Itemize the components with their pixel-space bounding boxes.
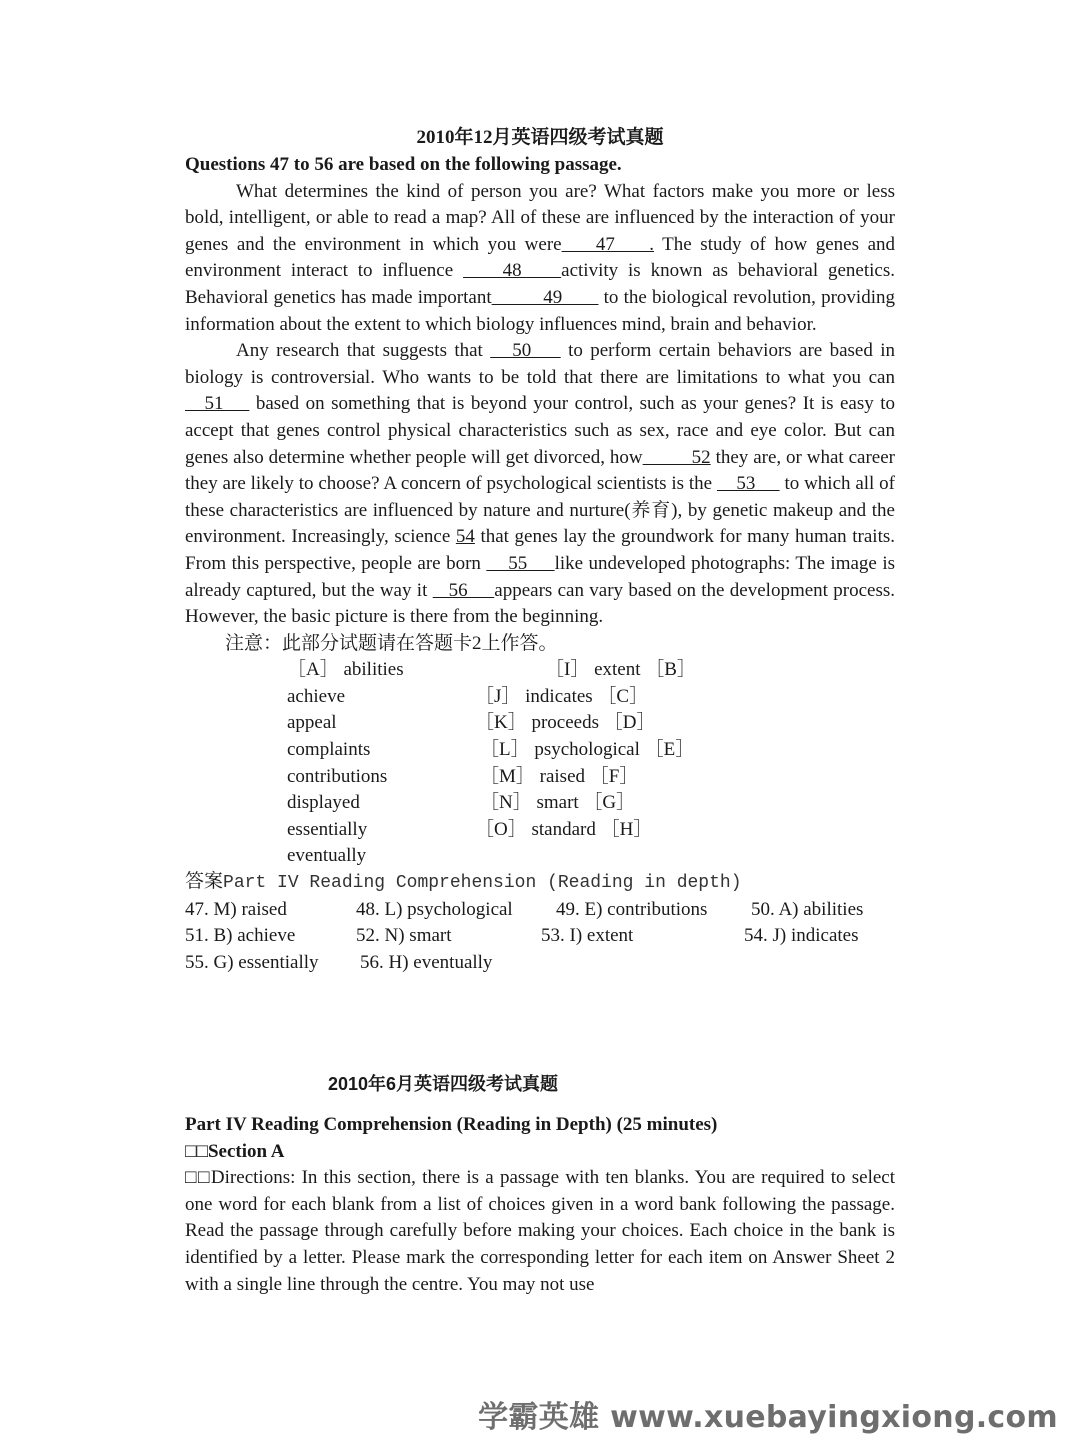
word-bank-item: complaints xyxy=(287,739,371,761)
answer-label: 答案 xyxy=(185,871,224,893)
word-bank-item: ［N］ smart ［G］ xyxy=(480,792,636,814)
word-bank-item: appeal xyxy=(287,712,337,734)
passage-text: What determines the kind of person you are? What factors make you more or less bold, intelligent, or able to read a map? All of these are influenced by the interaction of your genes and the environment in which you were xyxy=(185,180,895,255)
passage-text: they are, or what career they are likely to choose? A concern of psychological scientists is the xyxy=(185,446,895,495)
blank-51: 51 xyxy=(185,393,250,415)
word-bank-row xyxy=(185,817,895,844)
word-bank-item: ［J］ indicates ［C］ xyxy=(475,685,649,707)
questions-heading: Questions 47 to 56 are based on the following passage. xyxy=(185,154,622,175)
document-title-2010-dec: 2010年12月英语四级考试真题 xyxy=(416,127,664,148)
passage-text: to the biological revolution, providing information about the extent to which biology influences mind, brain and behavior. xyxy=(185,286,895,335)
answer-sheet-note: 注意：此部分试题请在答题卡2上作答。 xyxy=(225,632,558,654)
part-heading: Part IV Reading Comprehension (Reading in Depth) (25 minutes) xyxy=(185,1114,718,1135)
answer-item: 52. N) smart xyxy=(356,925,452,947)
answer-item: 54. J) indicates xyxy=(744,925,859,947)
blank-55: 55 xyxy=(486,552,555,574)
blank-47: 47 . xyxy=(561,233,654,255)
answer-item: 51. B) achieve xyxy=(185,925,296,947)
directions-text: □□Directions: In this section, there is a passage with ten blanks. You are required to select one word for each blank from a list of choices given in a word bank following the passage. Read the passage through carefully before making your choices. Each choice in the bank is identified by a letter. Please mark the corresponding letter for each item on Answer Sheet 2 with a single line through the centre. You may not use xyxy=(185,1167,895,1295)
answer-item: 56. H) eventually xyxy=(360,952,493,974)
word-bank-row xyxy=(185,737,895,764)
word-bank-row xyxy=(185,710,895,737)
answer-row xyxy=(185,950,895,977)
passage-paragraph-1 xyxy=(185,179,895,339)
blank-53: 53 xyxy=(716,473,780,495)
watermark-logo: 学霸英雄 www.xuebayingxiong.com xyxy=(478,1400,1058,1435)
word-bank-row xyxy=(185,764,895,791)
word-bank-item: ［A］ abilities xyxy=(287,659,404,681)
word-bank-row xyxy=(185,843,895,870)
blank-52: 52 xyxy=(642,446,711,468)
passage-text: based on something that is beyond your control, such as your genes? It is easy to accept that genes control physical characteristics such as sex, race and eye color. But can genes also determine whether people will get divorced, how xyxy=(185,393,895,468)
word-bank-item: displayed xyxy=(287,792,360,814)
word-bank-row xyxy=(185,684,895,711)
section-a-block xyxy=(185,1112,895,1298)
word-bank-item: ［I］ extent ［B］ xyxy=(545,659,696,681)
passage-paragraph-2 xyxy=(185,338,895,631)
passage-text: like undeveloped photographs: The image is already captured, but the way it xyxy=(185,552,895,601)
passage-text: appears can vary based on the development process. However, the basic picture is there from the beginning. xyxy=(185,579,895,628)
word-bank-row xyxy=(185,657,895,684)
answer-row xyxy=(185,923,895,950)
word-bank-item: ［K］ proceeds ［D］ xyxy=(475,712,656,734)
passage-text: to perform certain behaviors are based in biology is controversial. Who wants to be told that there are limitations to what you can xyxy=(185,340,895,388)
answer-item: 53. I) extent xyxy=(541,925,634,947)
blank-54: 54 xyxy=(455,526,475,548)
answer-part-title: Part IV Reading Comprehension (Reading in depth) xyxy=(223,873,742,894)
word-bank-item: achieve xyxy=(287,685,346,707)
answer-key xyxy=(185,897,895,977)
blank-48: 48 xyxy=(463,260,562,282)
passage-text: Any research that suggests that xyxy=(236,340,491,362)
passage-text: activity is known as behavioral genetics. Behavioral genetics has made important xyxy=(185,260,895,308)
document-page xyxy=(185,124,895,977)
answer-item: 47. M) raised xyxy=(185,898,287,920)
answer-item: 50. A) abilities xyxy=(751,898,864,920)
blank-50: 50 xyxy=(490,340,561,362)
word-bank-item: ［L］ psychological ［E］ xyxy=(480,739,695,761)
word-bank-item: ［O］ standard ［H］ xyxy=(475,818,653,840)
answer-row xyxy=(185,897,895,924)
section-heading: □□Section A xyxy=(185,1140,285,1162)
blank-49: 49 xyxy=(491,286,599,308)
document-title-2010-jun: 2010年6月英语四级考试真题 xyxy=(328,1074,559,1094)
answer-item: 48. L) psychological xyxy=(356,898,513,920)
word-bank-item: eventually xyxy=(287,845,367,867)
word-bank-row xyxy=(185,790,895,817)
word-bank-item: contributions xyxy=(287,765,388,787)
answer-item: 55. G) essentially xyxy=(185,952,319,974)
passage-text: The study of how genes and environment interact to influence xyxy=(185,233,896,282)
passage-text: that genes lay the groundwork for many human traits. From this perspective, people are born xyxy=(185,526,896,574)
word-bank-item: ［M］ raised ［F］ xyxy=(480,765,639,787)
word-bank-item: essentially xyxy=(287,818,368,840)
answer-item: 49. E) contributions xyxy=(556,898,708,920)
passage-text: to which all of these characteristics are influenced by nature and nurture(养育), by genetic makeup and the environment. Increasingly, science xyxy=(185,473,896,548)
blank-56: 56 xyxy=(432,579,495,601)
word-bank xyxy=(185,657,895,869)
answer-header xyxy=(185,869,895,897)
